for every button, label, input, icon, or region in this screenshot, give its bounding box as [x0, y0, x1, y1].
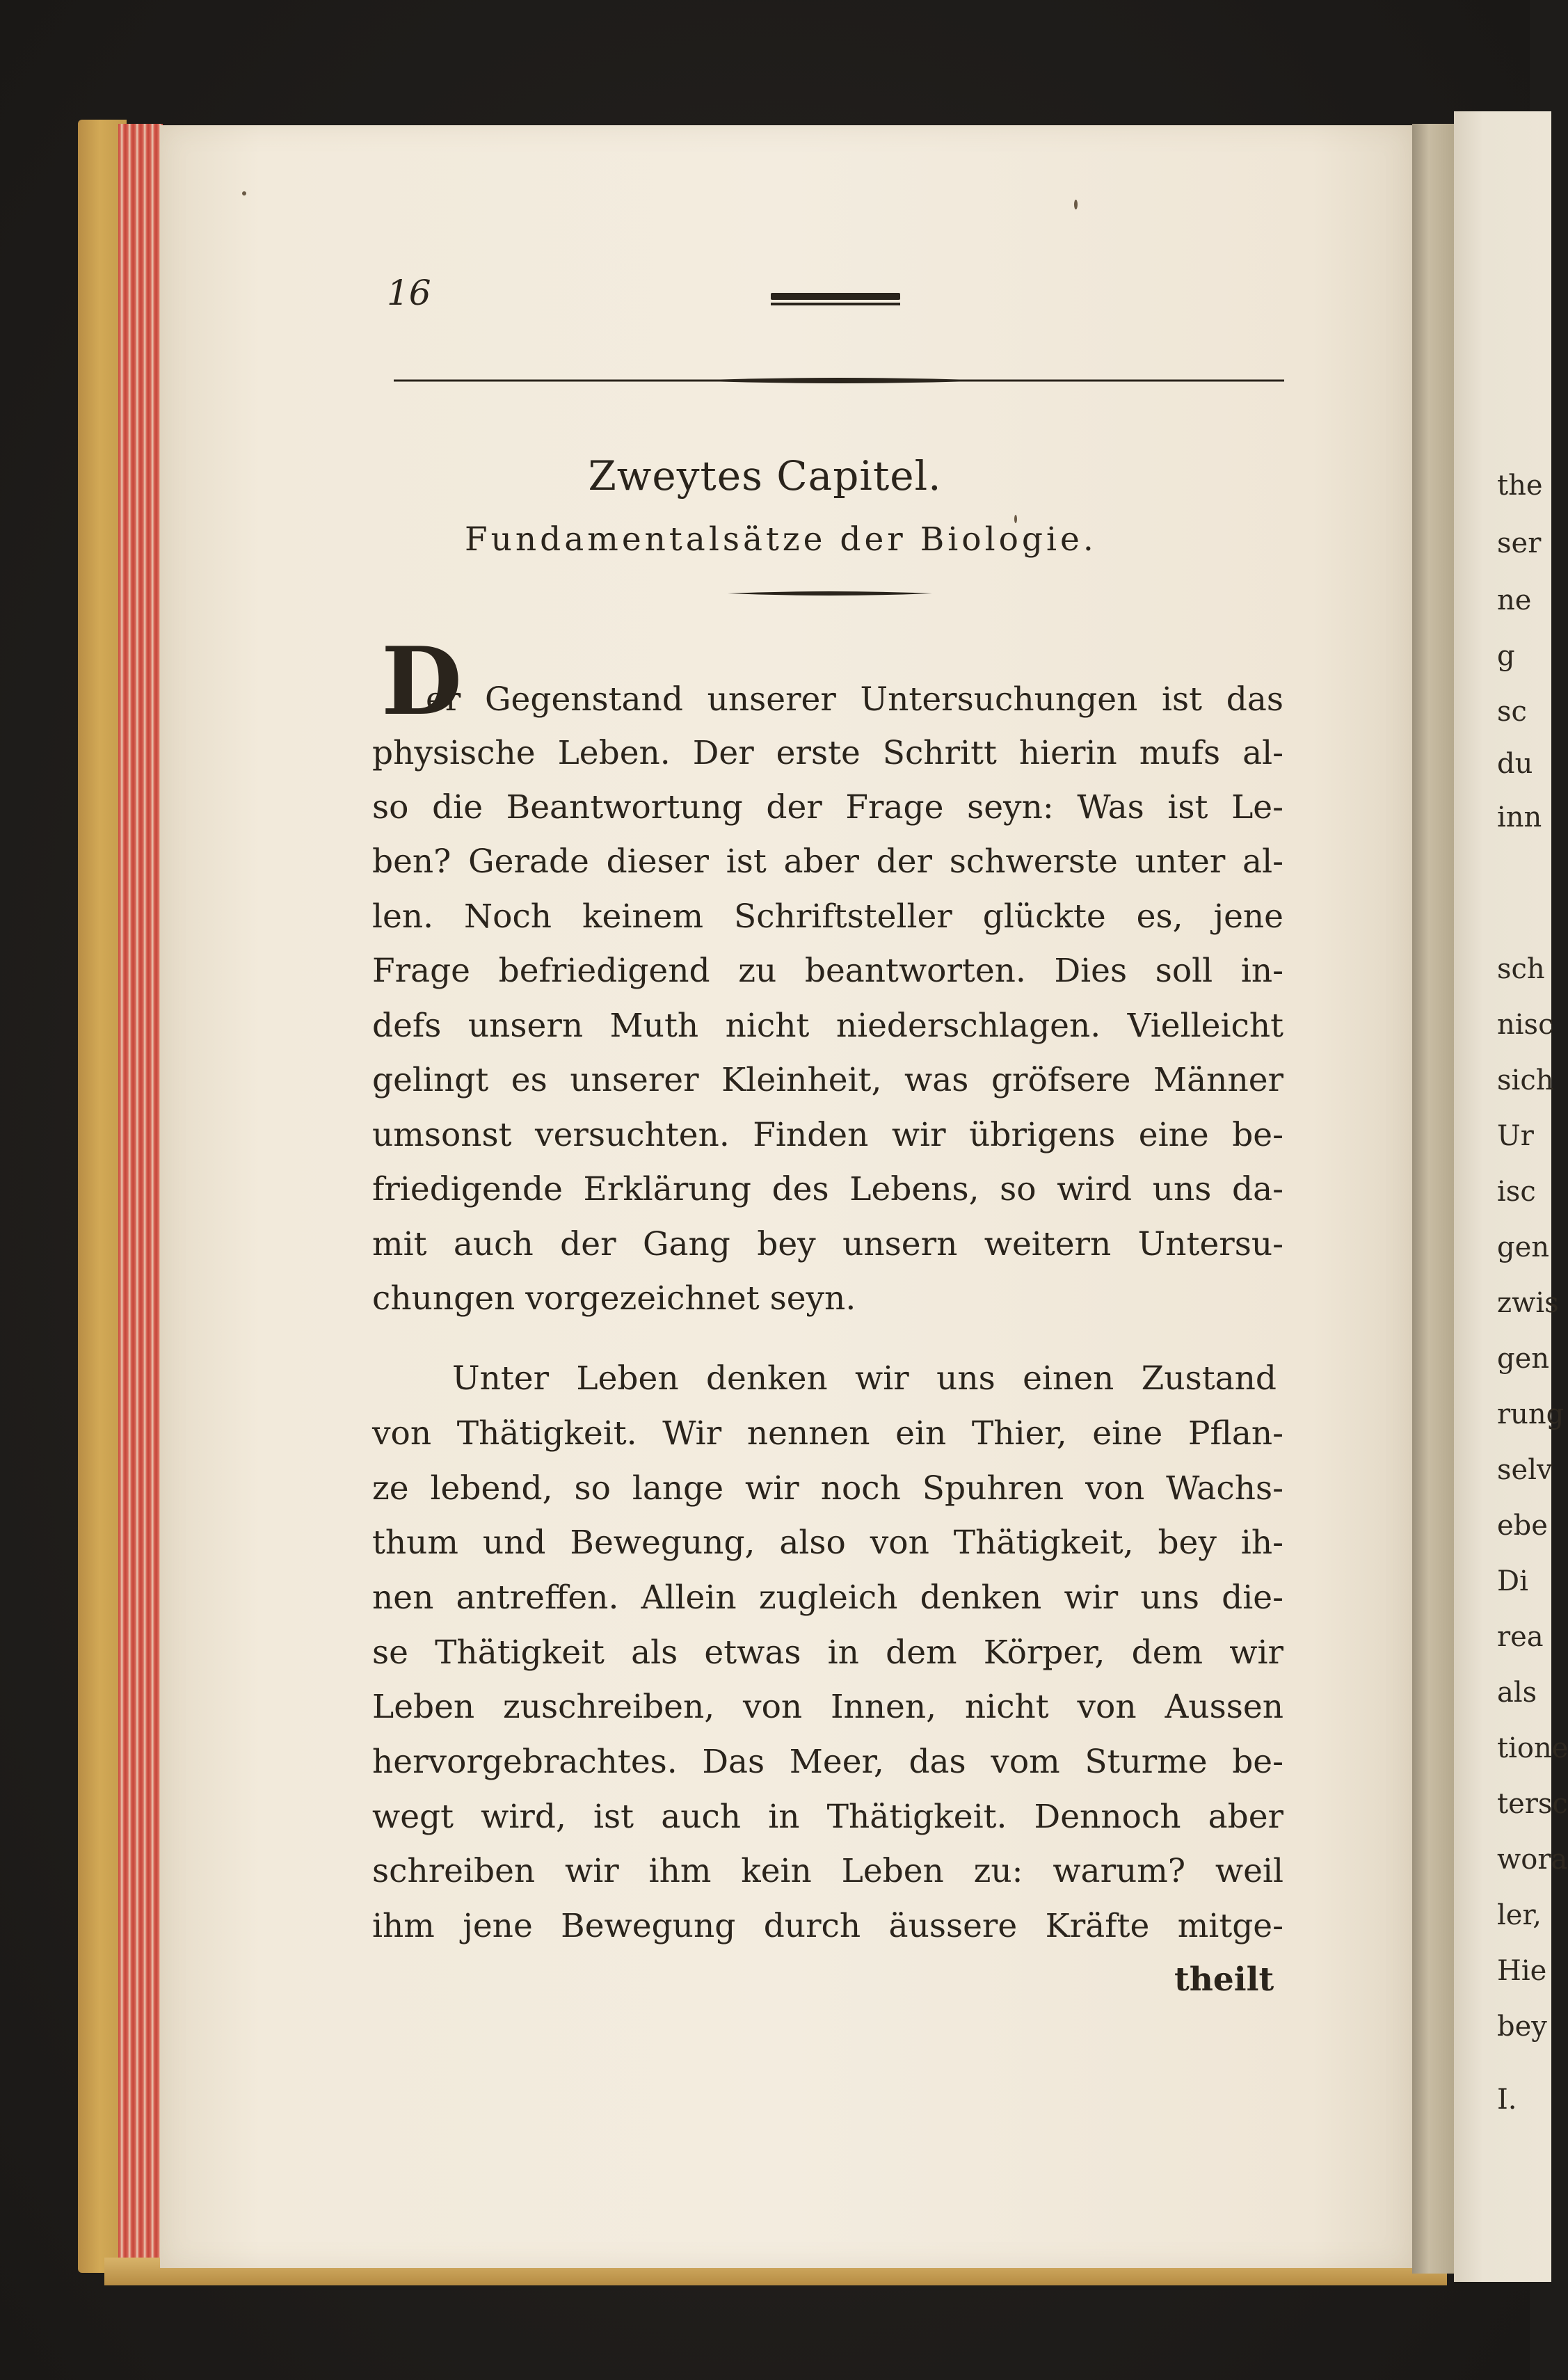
- facing-fragment: I.: [1497, 2084, 1517, 2116]
- text-line: hervorgebrachtes. Das Meer, das vom Sturme be-: [372, 1743, 1283, 1781]
- text-line: Leben zuschreiben, von Innen, nicht von Aussen: [372, 1688, 1283, 1726]
- facing-fragment: wora: [1497, 1844, 1568, 1876]
- facing-fragment: ebe: [1497, 1510, 1548, 1542]
- header-divider-rule: [394, 376, 1284, 385]
- facing-fragment: selv: [1497, 1454, 1553, 1486]
- text-line: len. Noch keinem Schriftsteller glückte es, jene: [372, 897, 1283, 936]
- facing-fragment: Ur: [1497, 1120, 1534, 1152]
- text-line: ihm jene Bewegung durch äussere Kräfte mitge-: [372, 1907, 1283, 1945]
- chapter-title: Zweytes Capitel.: [588, 452, 942, 500]
- text-line: so die Beantwortung der Frage seyn: Was ist Le-: [372, 788, 1283, 826]
- paper-speck: [242, 191, 246, 195]
- text-line: se Thätigkeit als etwas in dem Körper, dem wir: [372, 1634, 1283, 1672]
- text-line: umsonst versuchten. Finden wir übrigens eine be-: [372, 1116, 1283, 1154]
- text-line: nen antreffen. Allein zugleich denken wir uns die-: [372, 1579, 1283, 1617]
- drop-cap: D: [381, 626, 463, 736]
- text-line: schreiben wir ihm kein Leben zu: warum? weil: [372, 1852, 1283, 1890]
- title-divider-rule: [728, 590, 932, 597]
- page-number: 16: [387, 273, 431, 313]
- text-line: thum und Bewegung, also von Thätigkeit, bey ih-: [372, 1524, 1283, 1562]
- text-line: chungen vorgezeichnet seyn.: [372, 1279, 856, 1318]
- header-ornament-rule: [771, 293, 900, 300]
- text-line: ze lebend, so lange wir noch Spuhren von Wachs-: [372, 1469, 1283, 1508]
- paper-speck: [1074, 200, 1078, 209]
- facing-fragment: bey: [1497, 2011, 1547, 2043]
- facing-fragment: tione: [1497, 1732, 1568, 1764]
- text-line: von Thätigkeit. Wir nennen ein Thier, eine Pflan-: [372, 1414, 1283, 1453]
- gutter: [1412, 124, 1454, 2274]
- facing-fragment: sich: [1497, 1064, 1554, 1096]
- facing-fragment: Hie: [1497, 1955, 1547, 1987]
- facing-fragment: the: [1497, 470, 1543, 502]
- facing-fragment: zwis: [1497, 1287, 1559, 1319]
- facing-fragment: ser: [1497, 527, 1542, 559]
- facing-fragment: g: [1497, 640, 1515, 672]
- text-line: er Gegenstand unserer Untersuchungen ist das: [426, 680, 1283, 719]
- facing-fragment: nisc: [1497, 1009, 1554, 1041]
- text-line: friedigende Erklärung des Lebens, so wird uns da-: [372, 1170, 1283, 1208]
- text-line: defs unsern Muth nicht niederschlagen. Vielleicht: [372, 1007, 1283, 1045]
- facing-fragment: rung: [1497, 1398, 1565, 1430]
- facing-fragment: gen: [1497, 1231, 1550, 1263]
- facing-fragment: rea: [1497, 1621, 1544, 1653]
- facing-fragment: gen: [1497, 1343, 1550, 1375]
- facing-fragment: ler,: [1497, 1899, 1542, 1931]
- text-line: mit auch der Gang bey unsern weitern Untersu-: [372, 1225, 1283, 1263]
- chapter-subtitle: Fundamentalsätze der Biologie.: [465, 520, 1097, 559]
- facing-fragment: ne: [1497, 584, 1532, 616]
- facing-fragment: inn: [1497, 801, 1542, 833]
- text-line: wegt wird, ist auch in Thätigkeit. Dennoch aber: [372, 1798, 1283, 1836]
- facing-fragment: als: [1497, 1677, 1537, 1709]
- facing-fragment: Di: [1497, 1565, 1528, 1597]
- facing-fragment: isc: [1497, 1176, 1536, 1208]
- facing-page: [1454, 111, 1568, 2282]
- facing-fragment: sc: [1497, 696, 1527, 728]
- text-line: Unter Leben denken wir uns einen Zustand: [452, 1359, 1277, 1398]
- page-edges: [118, 124, 163, 2274]
- facing-fragment: tersc: [1497, 1788, 1568, 1820]
- facing-fragment: du: [1497, 748, 1533, 780]
- text-line: physische Leben. Der erste Schritt hierin mufs al-: [372, 734, 1283, 772]
- catchword: theilt: [1174, 1960, 1274, 1999]
- text-line: gelingt es unserer Kleinheit, was gröfsere Männer: [372, 1061, 1283, 1099]
- text-line: ben? Gerade dieser ist aber der schwerste unter al-: [372, 842, 1283, 881]
- facing-fragment: sch: [1497, 953, 1545, 985]
- text-line: Frage befriedigend zu beantworten. Dies soll in-: [372, 952, 1283, 990]
